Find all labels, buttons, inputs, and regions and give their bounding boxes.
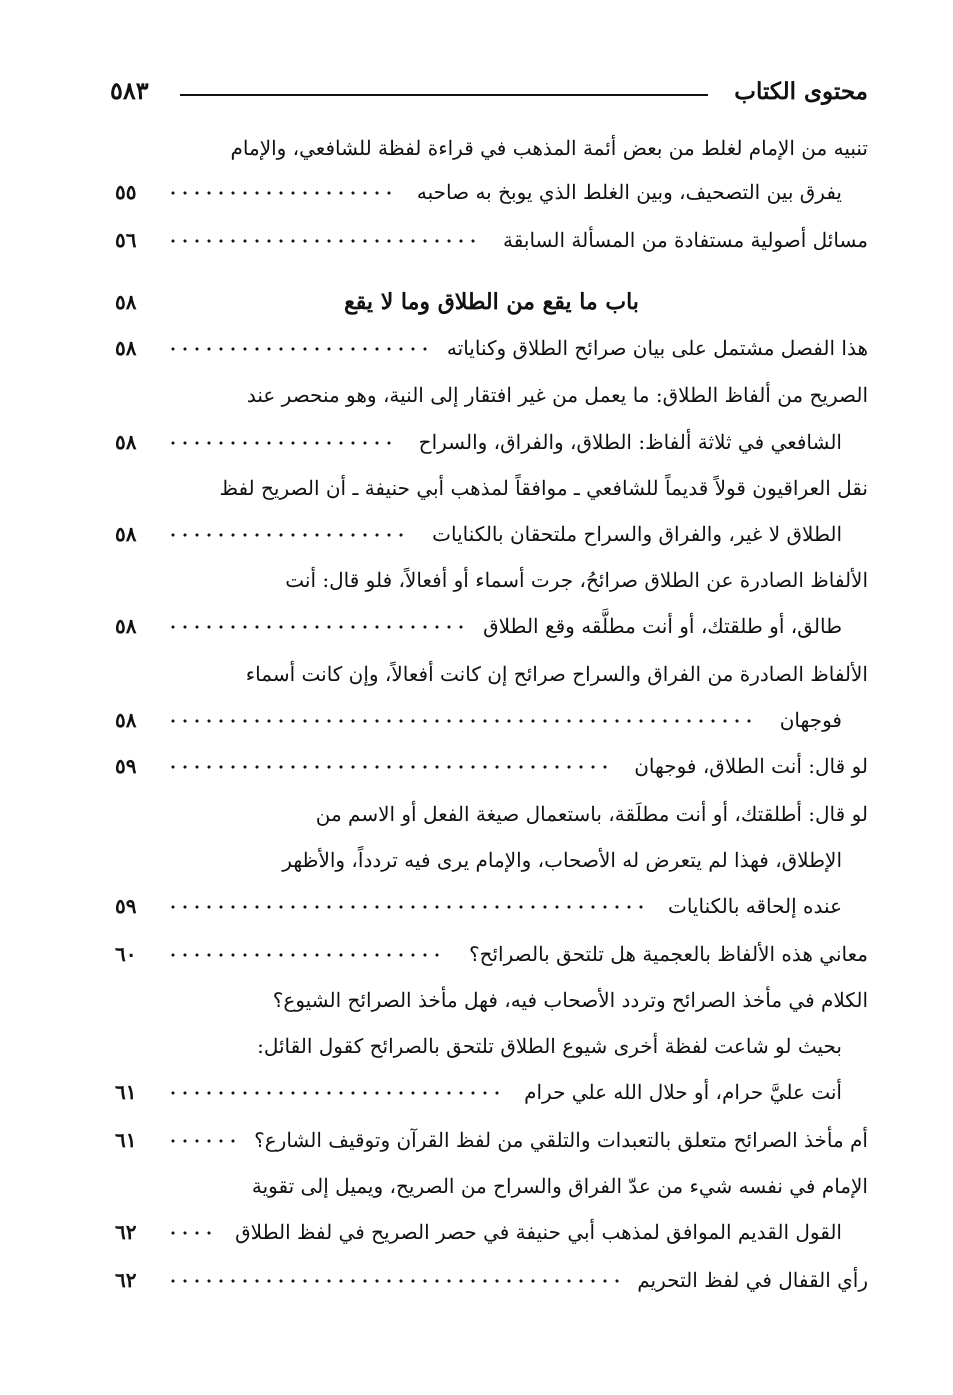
toc-entry bbox=[115, 326, 868, 370]
entry-page: ٥٨ bbox=[115, 430, 137, 454]
toc-entry bbox=[115, 1118, 868, 1162]
toc-entry bbox=[115, 744, 868, 788]
entry-text: لو قال: أنت الطلاق، فوجهان bbox=[634, 754, 868, 778]
leader-dots bbox=[167, 530, 407, 540]
leader-dots bbox=[167, 762, 611, 772]
entry-page: ٦١ bbox=[115, 1080, 137, 1104]
entry-text: الألفاظ الصادرة عن الطلاق صرائحُ، جرت أسماء أو أفعالاً، فلو قال: أنت bbox=[285, 568, 868, 592]
entry-page: ٥٨ bbox=[115, 290, 137, 314]
entry-text: الكلام في مأخذ الصرائح وتردد الأصحاب فيه، فهل مأخذ الصرائح الشيوع؟ bbox=[272, 988, 868, 1012]
toc-entry bbox=[115, 604, 868, 648]
entry-text: بحيث لو شاعت لفظة أخرى شيوع الطلاق تلتحق بالصرائح كقول القائل: bbox=[257, 1034, 842, 1058]
entry-text: الإطلاق، فهذا لم يتعرض له الأصحاب، والإمام يرى فيه تردداً، والأظهر bbox=[282, 848, 842, 872]
toc-entry bbox=[115, 512, 868, 556]
toc-entry bbox=[115, 126, 868, 170]
page-number: ٥٨٣ bbox=[110, 76, 149, 105]
entry-page: ٦٠ bbox=[115, 942, 137, 966]
leader-dots bbox=[167, 438, 395, 448]
entry-page: ٥٩ bbox=[115, 754, 137, 778]
leader-dots bbox=[167, 236, 479, 246]
entry-page: ٥٨ bbox=[115, 614, 137, 638]
entry-text: الألفاظ الصادرة من الفراق والسراح صرائح إن كانت أفعالاً، وإن كانت أسماء bbox=[245, 662, 868, 686]
leader-dots bbox=[167, 716, 755, 726]
entry-text: عنده إلحاقه بالكنايات bbox=[667, 894, 842, 918]
toc-entry bbox=[115, 652, 868, 696]
entry-text: باب ما يقع من الطلاق وما لا يقع bbox=[344, 289, 639, 315]
entry-page: ٦٢ bbox=[115, 1220, 137, 1244]
toc-entry bbox=[115, 698, 868, 742]
entry-text: تنبيه من الإمام لغلط من بعض أئمة المذهب في قراءة لفظة للشافعي، والإمام bbox=[230, 136, 868, 160]
entry-text: يفرق بين التصحيف، وبين الغلط الذي يوبخ به صاحبه bbox=[416, 180, 842, 204]
entry-text: لو قال: أطلقتك، أو أنت مطلَقة، باستعمال صيغة الفعل أو الاسم من bbox=[315, 802, 868, 826]
toc-entry bbox=[115, 1164, 868, 1208]
leader-dots bbox=[167, 188, 395, 198]
entry-text: الصريح من ألفاظ الطلاق: ما يعمل من غير افتقار إلى النية، وهو منحصر عند bbox=[246, 383, 868, 407]
entry-text: مسائل أصولية مستفادة من المسألة السابقة bbox=[503, 228, 868, 252]
leader-dots bbox=[167, 1088, 503, 1098]
leader-dots bbox=[167, 344, 431, 354]
leader-dots bbox=[167, 950, 443, 960]
entry-text: الشافعي في ثلاثة ألفاظ: الطلاق، والفراق، والسراح bbox=[418, 430, 842, 454]
entry-page: ٥٨ bbox=[115, 336, 137, 360]
entry-page: ٥٨ bbox=[115, 522, 137, 546]
entry-text: نقل العراقيون قولاً قديماً للشافعي ـ موافقاً لمذهب أبي حنيفة ـ أن الصريح لفظ bbox=[219, 476, 868, 500]
entry-page: ٥٥ bbox=[115, 180, 137, 204]
toc-entry bbox=[115, 170, 868, 214]
toc-entry bbox=[115, 218, 868, 262]
toc-entry bbox=[115, 1258, 868, 1302]
entry-text: رأي القفال في لفظ التحريم bbox=[637, 1268, 868, 1292]
toc-entry bbox=[115, 932, 868, 976]
running-title: محتوى الكتاب bbox=[734, 78, 868, 105]
leader-dots bbox=[167, 1276, 623, 1286]
entry-page: ٥٩ bbox=[115, 894, 137, 918]
entry-text: أنت عليَّ حرام، أو حلال الله علي حرام bbox=[524, 1080, 842, 1104]
toc-entry bbox=[115, 1070, 868, 1114]
toc-entry bbox=[115, 978, 868, 1022]
entry-text: معاني هذه الألفاظ بالعجمية هل تلتحق بالصرائح؟ bbox=[468, 942, 868, 966]
leader-dots bbox=[167, 1136, 239, 1146]
entry-page: ٥٦ bbox=[115, 228, 137, 252]
entry-text: القول القديم الموافق لمذهب أبي حنيفة في حصر الصريح في لفظ الطلاق bbox=[235, 1220, 842, 1244]
page-header bbox=[110, 72, 868, 116]
chapter-heading bbox=[115, 280, 868, 324]
entry-text: الطلاق لا غير، والفراق والسراح ملتحقان بالكنايات bbox=[432, 522, 842, 546]
entry-page: ٥٨ bbox=[115, 708, 137, 732]
toc-entry bbox=[115, 420, 868, 464]
toc-entry bbox=[115, 1024, 868, 1068]
leader-dots bbox=[167, 622, 467, 632]
entry-page: ٦١ bbox=[115, 1128, 137, 1152]
toc-entry bbox=[115, 792, 868, 836]
toc-entry bbox=[115, 373, 868, 417]
header-rule bbox=[180, 94, 708, 96]
entry-text: هذا الفصل مشتمل على بيان صرائح الطلاق وكناياته bbox=[446, 336, 868, 360]
leader-dots bbox=[167, 1228, 215, 1238]
toc-entry bbox=[115, 558, 868, 602]
entry-text: طالق، أو طلقتك، أو أنت مطلَّقه وقع الطلاق bbox=[483, 614, 842, 638]
toc-entry bbox=[115, 884, 868, 928]
entry-text: فوجهان bbox=[779, 708, 842, 732]
toc-entry bbox=[115, 1210, 868, 1254]
entry-page: ٦٢ bbox=[115, 1268, 137, 1292]
entry-text: أم مأخذ الصرائح متعلق بالتعبدات والتلقي من لفظ القرآن وتوقيف الشارع؟ bbox=[254, 1128, 868, 1152]
entry-text: الإمام في نفسه شيء من عدّ الفراق والسراح من الصريح، ويميل إلى تقوية bbox=[251, 1174, 868, 1198]
toc-entry bbox=[115, 838, 868, 882]
leader-dots bbox=[167, 902, 647, 912]
toc-entry bbox=[115, 466, 868, 510]
